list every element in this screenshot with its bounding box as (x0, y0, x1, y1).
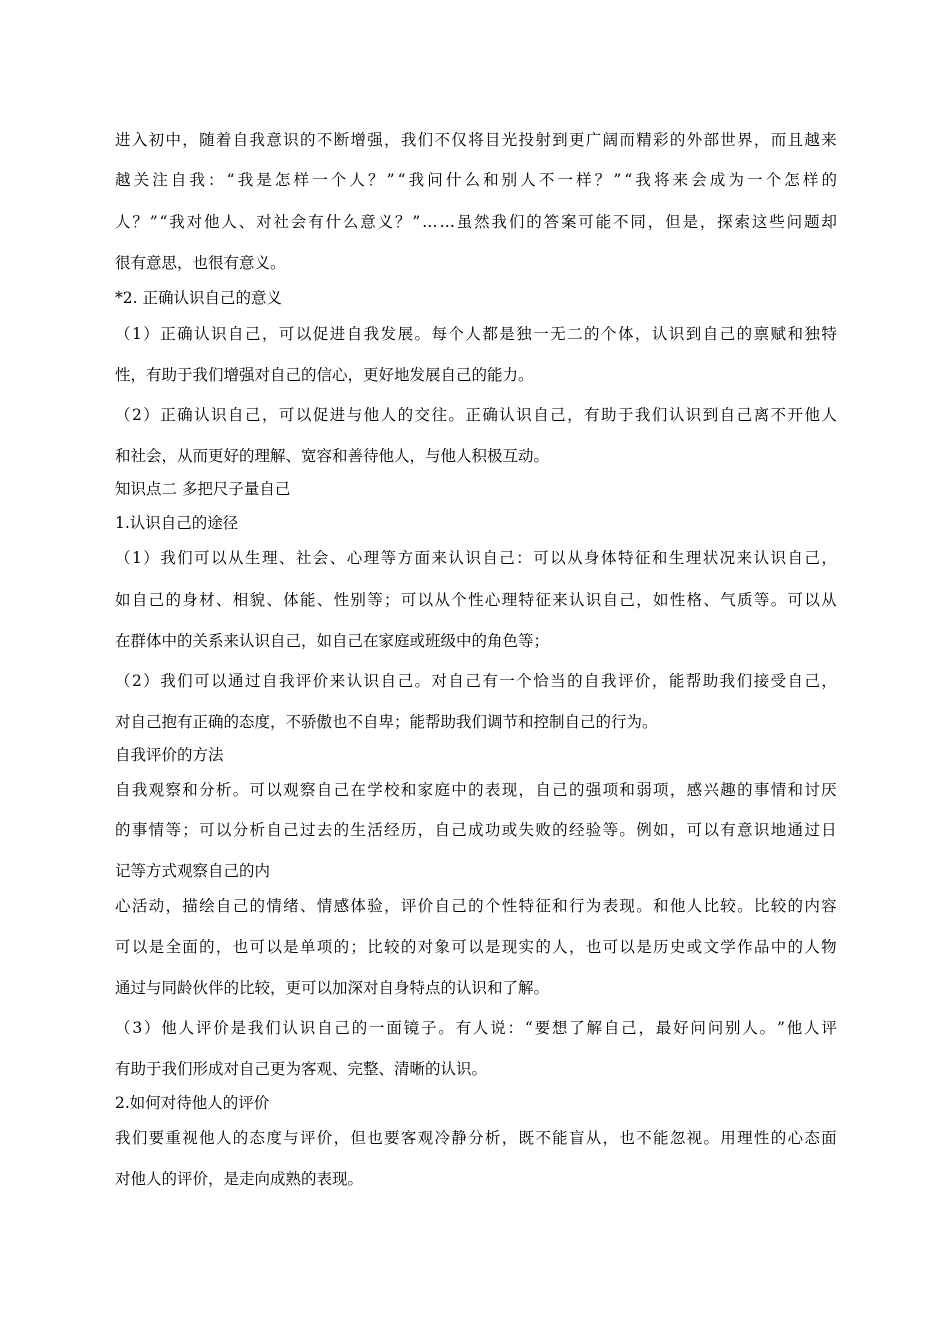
paragraph-line: 性，有助于我们增强对自己的信心，更好地发展自己的能力。 (115, 366, 534, 384)
section-heading: *2. 正确认识自己的意义 (115, 289, 282, 307)
paragraph-line: 在群体中的关系来认识自己，如自己在家庭或班级中的角色等； (115, 632, 550, 650)
paragraph-line: （ 1 ） 我 们 可 以 从 生 理 、 社 会 、 心 理 等 方 面 来 认 识 自 己 ： 可 以 从 身 体 特 征 和 生 理 状 况 来 认 识 自 己 ， (115, 549, 837, 567)
paragraph-line: （ 2 ） 我 们 可 以 通 过 自 我 评 价 来 认 识 自 己 。 对 自 己 有 一 个 恰 当 的 自 我 评 价 ， 能 帮 助 我 们 接 受 自 己 ， (115, 672, 837, 690)
paragraph-line: 人 ？ ” “ 我 对 他 人 、 对 社 会 有 什 么 意 义 ？ ” … … 虽 然 我 们 的 答 案 可 能 不 同 ， 但 是 ， 探 索 这 些 问 题 却 (115, 213, 837, 231)
paragraph-line: 可 以 是 全 面 的 ， 也 可 以 是 单 项 的 ； 比 较 的 对 象 可 以 是 现 实 的 人 ， 也 可 以 是 历 史 或 文 学 作 品 中 的 人 物 (115, 938, 837, 956)
paragraph-line: 对自己抱有正确的态度，不骄傲也不自卑；能帮助我们调节和控制自己的行为。 (115, 713, 658, 731)
paragraph-line: 记等方式观察自己的内 (115, 862, 271, 880)
paragraph-line: 进 入 初 中 ， 随 着 自 我 意 识 的 不 断 增 强 ， 我 们 不 仅 将 目 光 投 射 到 更 广 阔 而 精 彩 的 外 部 世 界 ， 而 且 越 来 (115, 131, 837, 149)
paragraph-line: 对他人的评价，是走向成熟的表现。 (115, 1170, 364, 1188)
section-heading: 知识点二 多把尺子量自己 (115, 480, 291, 498)
paragraph-line: （ 2 ） 正 确 认 识 自 己 ， 可 以 促 进 与 他 人 的 交 往 。 正 确 认 识 自 己 ， 有 助 于 我 们 认 识 到 自 己 离 不 开 他 人 (115, 406, 837, 424)
paragraph-line: 和社会，从而更好的理解、宽容和善待他人，与他人积极互动。 (115, 447, 550, 465)
paragraph-line: 心 活 动 ， 描 绘 自 己 的 情 绪 、 情 感 体 验 ， 评 价 自 己 的 个 性 特 征 和 行 为 表 现 。 和 他 人 比 较 。 比 较 的 内 容 (115, 897, 837, 915)
paragraph-line: （ 3 ） 他 人 评 价 是 我 们 认 识 自 己 的 一 面 镜 子 。 有 人 说 ： “ 要 想 了 解 自 己 ， 最 好 问 问 别 人 。 ” 他 人 评 (115, 1019, 837, 1037)
paragraph-line: 我 们 要 重 视 他 人 的 态 度 与 评 价 ， 但 也 要 客 观 冷 静 分 析 ， 既 不 能 盲 从 ， 也 不 能 忽 视 。 用 理 性 的 心 态 面 (115, 1129, 837, 1147)
paragraph-line: 有助于我们形成对自己更为客观、完整、清晰的认识。 (115, 1060, 488, 1078)
paragraph-line: 通过与同龄伙伴的比较，更可以加深对自身特点的认识和了解。 (115, 979, 550, 997)
paragraph-line: 很有意思，也很有意义。 (115, 254, 286, 272)
paragraph-line: 越 关 注 自 我 ： “ 我 是 怎 样 一 个 人 ？ ” “ 我 问 什 么 和 别 人 不 一 样 ？ ” “ 我 将 来 会 成 为 一 个 怎 样 的 (115, 171, 837, 189)
paragraph-line: 自 我 观 察 和 分 析 。 可 以 观 察 自 己 在 学 校 和 家 庭 中 的 表 现 ， 自 己 的 强 项 和 弱 项 ， 感 兴 趣 的 事 情 和 讨 厌 (115, 781, 837, 799)
paragraph-line: 的 事 情 等 ； 可 以 分 析 自 己 过 去 的 生 活 经 历 ， 自 己 成 功 或 失 败 的 经 验 等 。 例 如 ， 可 以 有 意 识 地 通 过 日 (115, 821, 837, 839)
section-heading: 2.如何对待他人的评价 (115, 1094, 270, 1112)
section-heading: 1.认识自己的途径 (115, 514, 239, 532)
section-heading: 自我评价的方法 (115, 746, 224, 764)
paragraph-line: （ 1 ） 正 确 认 识 自 己 ， 可 以 促 进 自 我 发 展 。 每 个 人 都 是 独 一 无 二 的 个 体 ， 认 识 到 自 己 的 禀 赋 和 独 特 (115, 325, 837, 343)
paragraph-line: 如 自 己 的 身 材 、 相 貌 、 体 能 、 性 别 等 ； 可 以 从 个 性 心 理 特 征 来 认 识 自 己 ， 如 性 格 、 气 质 等 。 可 以 从 (115, 591, 837, 609)
